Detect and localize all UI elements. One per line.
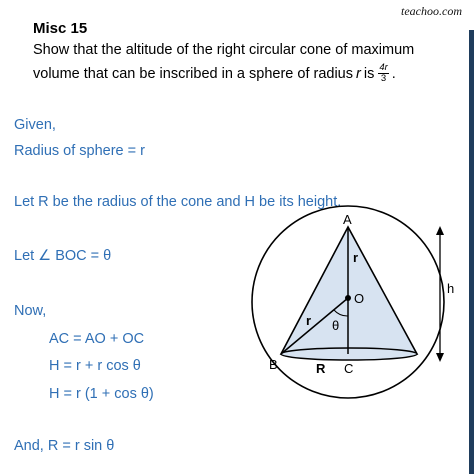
brand-logo: teachoo.com [401, 4, 462, 18]
height-arrow-bottom [436, 353, 444, 362]
label-theta: θ [332, 318, 340, 333]
center-point-o [345, 295, 351, 301]
question-line-2-prefix: volume that can be inscribed in a sphere of radius [33, 65, 353, 82]
now-label: Now, [14, 303, 47, 319]
question-is: is [363, 65, 375, 82]
label-c: C [344, 361, 354, 376]
cone-body [281, 227, 417, 354]
equation-r: And, R = r sin θ [14, 438, 115, 454]
given-label: Given, [14, 117, 56, 133]
question-period: . [391, 65, 396, 82]
radius-statement: Radius of sphere = r [14, 143, 145, 159]
let-r-statement: Let R be the radius of the cone and H be its height. [14, 194, 342, 210]
fraction-numerator: 4r [379, 62, 388, 73]
cone-base-ellipse [281, 348, 417, 360]
label-o: O [354, 291, 365, 306]
let-angle-statement: Let ∠ BOC = θ [14, 248, 112, 264]
question-title: Misc 15 [33, 20, 88, 37]
equation-h-2: H = r (1 + cos θ) [49, 386, 154, 402]
label-r-slant: r [306, 313, 312, 328]
question-variable-r: r [356, 65, 361, 82]
equation-ac: AC = AO + OC [49, 331, 145, 347]
label-h: h [447, 281, 455, 296]
label-big-r: R [316, 361, 326, 376]
height-arrow-top [436, 226, 444, 235]
equation-h-1: H = r + r cos θ [49, 358, 141, 374]
label-r-top: r [353, 250, 359, 265]
fraction-denominator: 3 [380, 73, 387, 84]
label-b: B [269, 357, 278, 372]
question-line-1: Show that the altitude of the right circular cone of maximum [33, 42, 415, 58]
label-a: A [343, 212, 352, 227]
